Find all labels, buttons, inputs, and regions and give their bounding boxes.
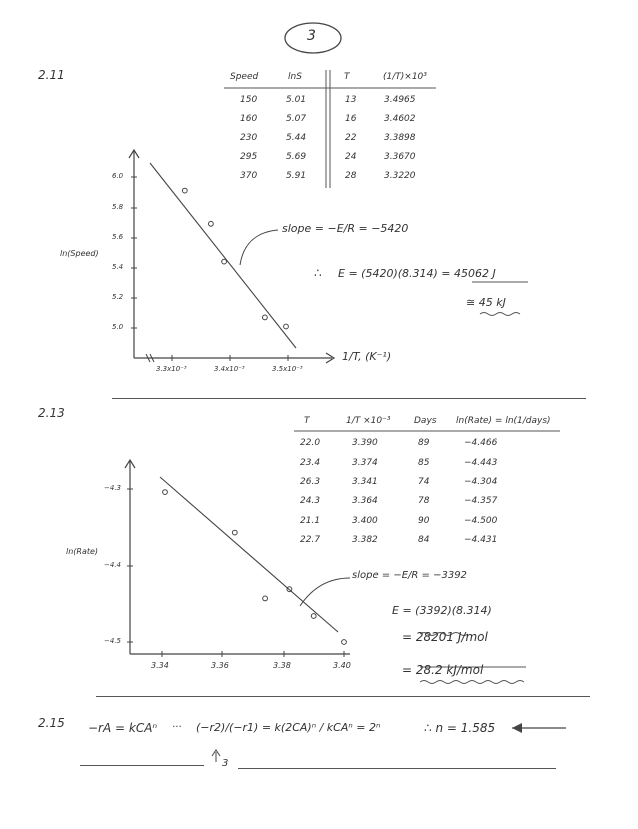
ratio-2-15-arrow <box>212 750 220 762</box>
table-cell: 22 <box>345 133 357 143</box>
chart-2-11-ylabel: ln(Speed) <box>60 249 99 258</box>
result-2-15-arrowhead <box>512 723 522 733</box>
table-cell: 13 <box>345 95 357 105</box>
table-2-11-header-invt: (1/T)×10³ <box>383 72 427 82</box>
table-cell: −4.500 <box>464 516 498 526</box>
table-cell: 22.7 <box>300 535 321 545</box>
table-2-11-header-t: T <box>344 72 350 82</box>
chart-2-11-xlabel: 1/T, (K⁻¹) <box>342 350 392 363</box>
chart-2-11-fit-line <box>150 163 296 348</box>
table-cell: 3.3670 <box>384 152 416 162</box>
table-cell: 5.01 <box>286 95 307 105</box>
table-2-11-header-lns: lnS <box>288 72 302 82</box>
table-cell: 22.0 <box>300 438 321 448</box>
table-cell: 3.374 <box>352 458 378 468</box>
table-cell: −4.304 <box>464 477 498 487</box>
table-cell: 295 <box>240 152 258 162</box>
table-cell: 150 <box>240 95 258 105</box>
y-tick-label: 6.0 <box>112 172 124 180</box>
energy-2-13-j: = 28201 J/mol <box>402 630 488 644</box>
x-tick-label: 3.38 <box>273 661 291 670</box>
data-point <box>263 596 268 601</box>
table-cell: 3.382 <box>352 535 378 545</box>
table-cell: 5.44 <box>286 133 307 143</box>
answer-2-11-wavy <box>480 313 520 316</box>
page-number: 3 <box>307 28 316 44</box>
table-cell: 3.3898 <box>384 133 416 143</box>
table-cell: 24.3 <box>300 496 321 506</box>
rate-eq-2-15: −rA = kCAⁿ <box>88 721 158 735</box>
slope-2-13-arrow <box>300 578 350 606</box>
y-tick-label: −4.3 <box>104 484 121 492</box>
table-cell: 230 <box>240 133 258 143</box>
table-cell: 23.4 <box>300 458 321 468</box>
y-tick-label: 5.8 <box>112 203 124 211</box>
y-tick-label: −4.4 <box>104 561 121 569</box>
y-tick-label: −4.5 <box>104 637 121 645</box>
table-cell: 85 <box>418 458 430 468</box>
data-point <box>311 614 316 619</box>
problem-2-11-label: 2.11 <box>38 68 65 82</box>
table-2-11-header-speed: Speed <box>230 72 259 82</box>
result-2-15: ∴ n = 1.585 <box>424 721 496 735</box>
table-cell: 3.4602 <box>384 114 416 124</box>
table-cell: 3.364 <box>352 496 378 506</box>
chart-2-13-points <box>163 490 347 645</box>
table-cell: 28 <box>345 171 357 181</box>
problem-2-15-label: 2.15 <box>38 716 65 730</box>
table-2-13-header-invt: 1/T ×10⁻³ <box>346 416 391 426</box>
table-cell: 5.69 <box>286 152 307 162</box>
table-cell: 370 <box>240 171 258 181</box>
table-cell: −4.357 <box>464 496 498 506</box>
data-point <box>209 221 214 226</box>
table-cell: 3.3220 <box>384 171 416 181</box>
chart-2-13-ylabel: ln(Rate) <box>66 547 99 556</box>
slope-2-11-arrow <box>240 230 278 265</box>
table-2-13-header-lnrate: ln(Rate) = ln(1/days) <box>456 416 551 426</box>
table-cell: 3.4965 <box>384 95 416 105</box>
answer-2-13-wavy-2 <box>420 681 524 684</box>
energy-2-11-approx: ≅ 45 kJ <box>466 296 506 309</box>
x-tick-label: 3.40 <box>333 661 351 670</box>
energy-2-13-kj: = 28.2 kJ/mol <box>402 663 484 677</box>
table-cell: 89 <box>418 438 430 448</box>
x-tick-label: 3.34 <box>151 661 169 670</box>
table-2-13-header-t: T <box>304 416 310 426</box>
table-cell: 160 <box>240 114 258 124</box>
table-cell: 5.07 <box>286 114 307 124</box>
ratio-eq-2-15: (−r2)/(−r1) = k(2CA)ⁿ / kCAⁿ = 2ⁿ <box>196 721 381 734</box>
dots-2-15: ··· <box>172 722 182 733</box>
table-cell: 74 <box>418 477 430 487</box>
x-tick-label: 3.4x10⁻³ <box>214 365 245 373</box>
ratio-value-2-15: 3 <box>222 758 229 769</box>
chart-2-11-points <box>182 188 288 329</box>
data-point <box>232 530 237 535</box>
x-tick-label: 3.5x10⁻³ <box>272 365 303 373</box>
y-tick-label: 5.2 <box>112 293 124 301</box>
y-tick-label: 5.0 <box>112 323 124 331</box>
data-point <box>263 315 268 320</box>
table-cell: 3.390 <box>352 438 378 448</box>
table-cell: 21.1 <box>300 516 321 526</box>
slope-2-13-note: slope = −E/R = −3392 <box>352 570 467 581</box>
table-cell: 26.3 <box>300 477 321 487</box>
slope-2-11-note: slope = −E/R = −5420 <box>282 222 409 235</box>
data-point <box>163 490 168 495</box>
section-divider-2 <box>96 696 590 697</box>
table-cell: 5.91 <box>286 171 307 181</box>
data-point <box>222 259 227 264</box>
table-cell: 24 <box>345 152 357 162</box>
table-cell: 84 <box>418 535 430 545</box>
bottom-rule-right <box>238 768 556 769</box>
problem-2-13-label: 2.13 <box>38 406 65 420</box>
table-2-13-header-days: Days <box>414 416 437 426</box>
table-cell: 3.400 <box>352 516 378 526</box>
therefore-2-11: ∴ <box>314 266 322 280</box>
table-cell: 78 <box>418 496 430 506</box>
table-cell: −4.431 <box>464 535 498 545</box>
y-tick-label: 5.4 <box>112 263 124 271</box>
x-tick-label: 3.3x10⁻³ <box>156 365 187 373</box>
bottom-rule-left <box>80 765 204 766</box>
energy-2-13-eq: E = (3392)(8.314) <box>392 604 492 617</box>
energy-2-11-eq: E = (5420)(8.314) = 45062 J <box>338 267 496 280</box>
x-tick-label: 3.36 <box>211 661 229 670</box>
data-point <box>284 324 289 329</box>
data-point <box>342 640 347 645</box>
section-divider-1 <box>112 398 586 399</box>
table-cell: −4.466 <box>464 438 498 448</box>
data-point <box>182 188 187 193</box>
y-tick-label: 5.6 <box>112 233 124 241</box>
table-cell: 16 <box>345 114 357 124</box>
table-cell: −4.443 <box>464 458 498 468</box>
table-cell: 90 <box>418 516 430 526</box>
table-cell: 3.341 <box>352 477 378 487</box>
